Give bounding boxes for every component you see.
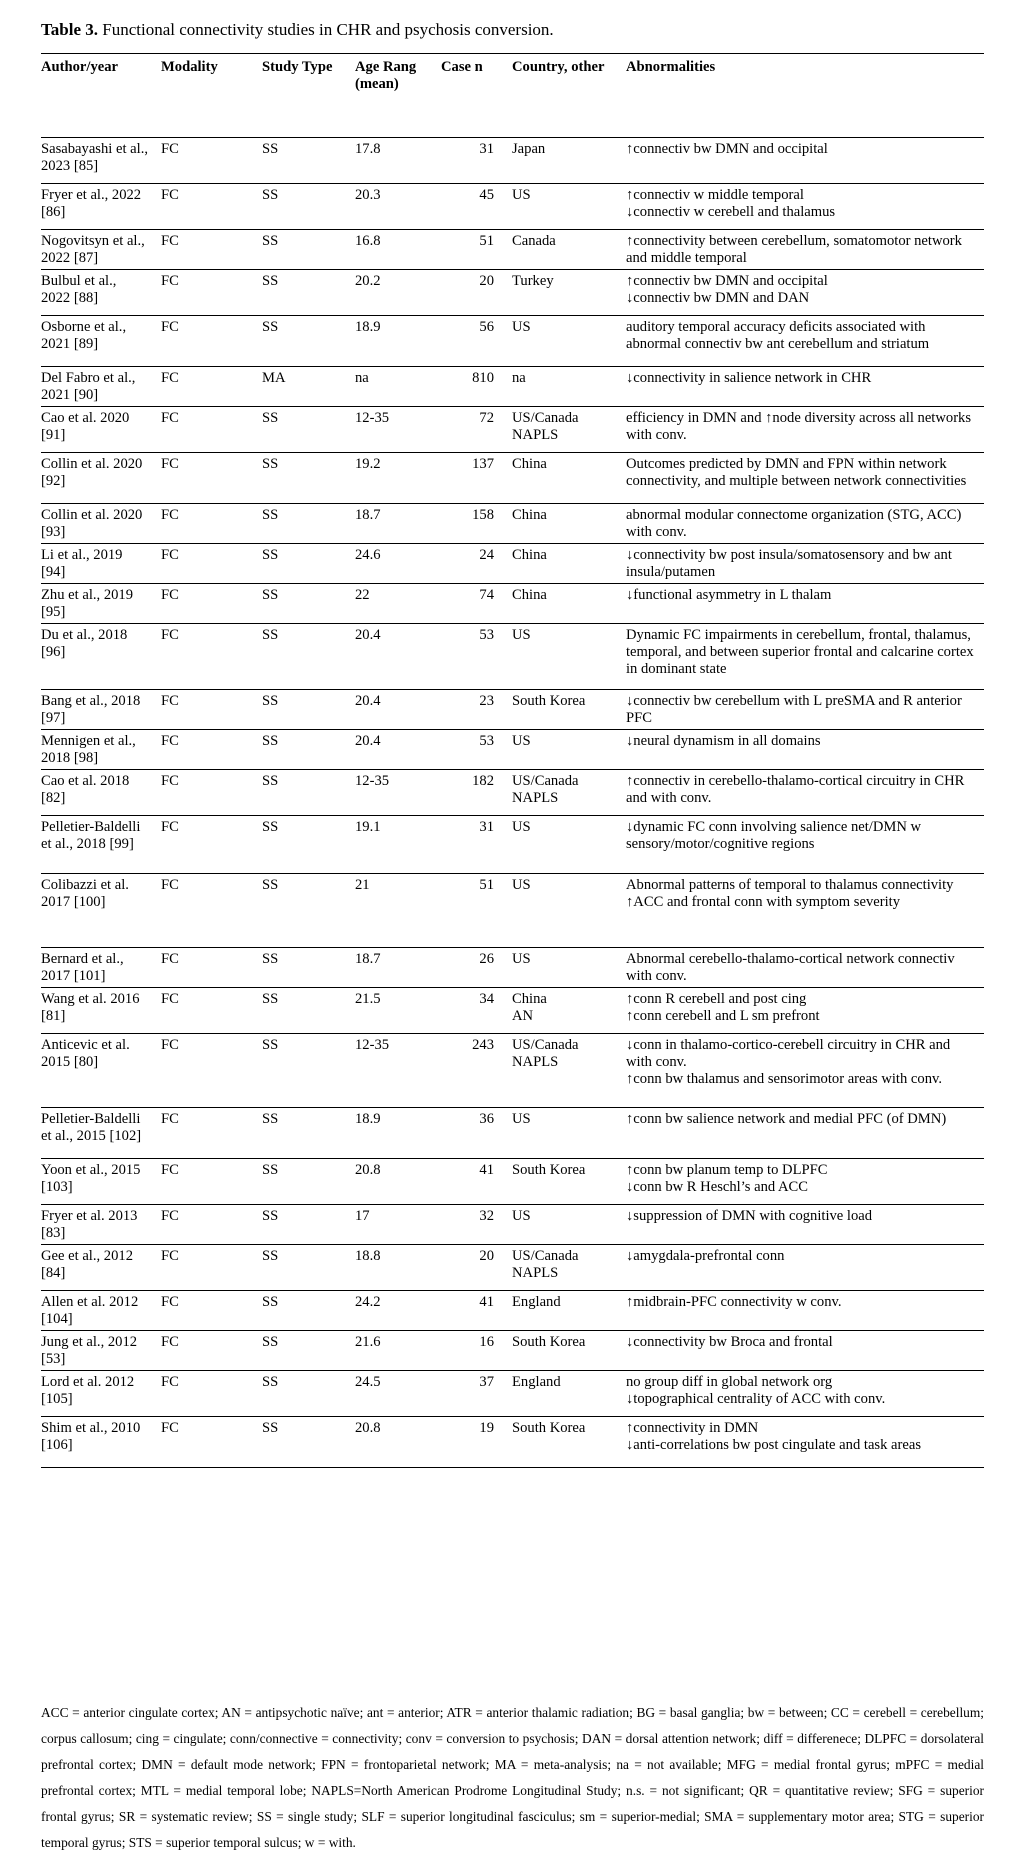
table-row	[41, 230, 984, 270]
cell-author: Pelletier-Baldelli et al., 2015 [102]	[41, 1108, 155, 1159]
table-row	[41, 1331, 984, 1371]
cell-case: 20	[435, 270, 506, 316]
cell-country: US	[506, 874, 620, 948]
cell-modality: FC	[155, 690, 256, 730]
table-row	[41, 1417, 984, 1468]
cell-study-type: SS	[256, 504, 349, 544]
table-row	[41, 690, 984, 730]
cell-author: Collin et al. 2020 [92]	[41, 453, 155, 504]
cell-abnormalities: ↓neural dynamism in all domains	[620, 730, 984, 770]
cell-abnormalities: ↑connectiv w middle temporal ↓connectiv w cerebell and thalamus	[620, 184, 984, 230]
cell-abnormalities: Abnormal cerebello-thalamo-cortical network connectiv with conv.	[620, 948, 984, 988]
cell-study-type: SS	[256, 453, 349, 504]
cell-country: US	[506, 730, 620, 770]
cell-age: 21.5	[349, 988, 435, 1034]
header-abnormalities: Abnormalities	[620, 54, 984, 138]
cell-age: 17	[349, 1205, 435, 1245]
cell-modality: FC	[155, 230, 256, 270]
header-country: Country, other	[506, 54, 620, 138]
cell-abnormalities: ↓amygdala-prefrontal conn	[620, 1245, 984, 1291]
cell-modality: FC	[155, 988, 256, 1034]
table-row	[41, 1034, 984, 1108]
cell-age: 19.2	[349, 453, 435, 504]
cell-author: Jung et al., 2012 [53]	[41, 1331, 155, 1371]
table-row	[41, 138, 984, 184]
cell-age: 24.6	[349, 544, 435, 584]
cell-abnormalities: Dynamic FC impairments in cerebellum, frontal, thalamus, temporal, and between superior frontal and calcarine cortex in dominant state	[620, 624, 984, 690]
cell-author: Del Fabro et al., 2021 [90]	[41, 367, 155, 407]
cell-modality: FC	[155, 730, 256, 770]
abbreviations-footnote: ACC = anterior cingulate cortex; AN = antipsychotic naïve; ant = anterior; ATR = anterior thalamic radiation; BG = basal ganglia; bw = between; CC = cerebell = cerebellum; corpus callosum; cing = cingulate; conn/connective = connectivity; conv = conversion to psychosis; DAN = dorsal attention network; diff = differenece; DLPFC = dorsolateral prefrontal cortex; DMN = default mode network; FPN = frontoparietal network; MA = meta-analysis; na = not available; MFG = medial frontal gyrus; mPFC = medial prefrontal cortex; MTL = medial temporal lobe; NAPLS=North American Prodrome Longitudinal Study; n.s. = not significant; QR = quantitative review; SFG = superior frontal gyrus; SR = systematic review; SS = single study; SLF = superior longitudinal fasciculus; sm = superior-medial; SMA = supplementary motor area; STG = superior temporal gyrus; STS = superior temporal sulcus; w = with.	[41, 1705, 984, 1850]
connectivity-table	[41, 53, 984, 1468]
cell-author: Allen et al. 2012 [104]	[41, 1291, 155, 1331]
cell-country: US	[506, 184, 620, 230]
cell-study-type: SS	[256, 270, 349, 316]
cell-age: 12-35	[349, 1034, 435, 1108]
cell-age: 17.8	[349, 138, 435, 184]
table-row	[41, 504, 984, 544]
table-row	[41, 816, 984, 874]
cell-modality: FC	[155, 407, 256, 453]
cell-case: 243	[435, 1034, 506, 1108]
cell-author: Lord et al. 2012 [105]	[41, 1371, 155, 1417]
table-caption	[41, 20, 554, 40]
table-title: Functional connectivity studies in CHR and psychosis conversion.	[98, 20, 554, 39]
table-label: Table 3.	[41, 20, 99, 39]
cell-author: Bulbul et al., 2022 [88]	[41, 270, 155, 316]
cell-age: 20.8	[349, 1417, 435, 1468]
cell-case: 41	[435, 1159, 506, 1205]
cell-modality: FC	[155, 544, 256, 584]
cell-case: 74	[435, 584, 506, 624]
cell-age: 12-35	[349, 407, 435, 453]
cell-study-type: SS	[256, 690, 349, 730]
cell-case: 19	[435, 1417, 506, 1468]
table-row	[41, 1159, 984, 1205]
table-row	[41, 1245, 984, 1291]
cell-case: 72	[435, 407, 506, 453]
cell-abnormalities: ↓conn in thalamo-cortico-cerebell circuitry in CHR and with conv. ↑conn bw thalamus and sensorimotor areas with conv.	[620, 1034, 984, 1108]
table-row	[41, 948, 984, 988]
cell-country: na	[506, 367, 620, 407]
cell-abnormalities: ↑connectiv in cerebello-thalamo-cortical circuitry in CHR and with conv.	[620, 770, 984, 816]
cell-case: 23	[435, 690, 506, 730]
cell-study-type: SS	[256, 584, 349, 624]
cell-case: 20	[435, 1245, 506, 1291]
cell-abnormalities: ↓connectiv bw cerebellum with L preSMA and R anterior PFC	[620, 690, 984, 730]
cell-modality: FC	[155, 584, 256, 624]
cell-country: Japan	[506, 138, 620, 184]
cell-abnormalities: efficiency in DMN and ↑node diversity across all networks with conv.	[620, 407, 984, 453]
cell-author: Yoon et al., 2015 [103]	[41, 1159, 155, 1205]
table-row	[41, 184, 984, 230]
cell-abnormalities: Abnormal patterns of temporal to thalamus connectivity ↑ACC and frontal conn with symptom severity	[620, 874, 984, 948]
cell-author: Osborne et al., 2021 [89]	[41, 316, 155, 367]
cell-country: US/Canada NAPLS	[506, 1245, 620, 1291]
cell-study-type: SS	[256, 874, 349, 948]
cell-author: Wang et al. 2016 [81]	[41, 988, 155, 1034]
cell-author: Mennigen et al., 2018 [98]	[41, 730, 155, 770]
cell-case: 32	[435, 1205, 506, 1245]
cell-study-type: SS	[256, 138, 349, 184]
cell-abnormalities: ↑connectivity between cerebellum, somatomotor network and middle temporal	[620, 230, 984, 270]
table-row	[41, 1108, 984, 1159]
cell-study-type: SS	[256, 1205, 349, 1245]
cell-case: 53	[435, 730, 506, 770]
cell-modality: FC	[155, 1159, 256, 1205]
cell-country: South Korea	[506, 1331, 620, 1371]
cell-study-type: SS	[256, 1371, 349, 1417]
cell-case: 182	[435, 770, 506, 816]
cell-case: 56	[435, 316, 506, 367]
cell-case: 31	[435, 138, 506, 184]
cell-country: US	[506, 816, 620, 874]
cell-country: South Korea	[506, 690, 620, 730]
cell-case: 36	[435, 1108, 506, 1159]
cell-abnormalities: ↓functional asymmetry in L thalam	[620, 584, 984, 624]
table-row	[41, 988, 984, 1034]
cell-study-type: SS	[256, 948, 349, 988]
cell-country: England	[506, 1371, 620, 1417]
cell-country: US/Canada NAPLS	[506, 1034, 620, 1108]
cell-study-type: SS	[256, 1291, 349, 1331]
cell-study-type: SS	[256, 1108, 349, 1159]
cell-abnormalities: ↑conn R cerebell and post cing ↑conn cerebell and L sm prefront	[620, 988, 984, 1034]
cell-country: South Korea	[506, 1159, 620, 1205]
cell-country: US/Canada NAPLS	[506, 770, 620, 816]
cell-abnormalities: no group diff in global network org ↓topographical centrality of ACC with conv.	[620, 1371, 984, 1417]
cell-abnormalities: ↓connectivity bw Broca and frontal	[620, 1331, 984, 1371]
cell-age: 20.3	[349, 184, 435, 230]
cell-abnormalities: ↓suppression of DMN with cognitive load	[620, 1205, 984, 1245]
cell-case: 16	[435, 1331, 506, 1371]
cell-case: 37	[435, 1371, 506, 1417]
cell-modality: FC	[155, 1371, 256, 1417]
cell-country: Turkey	[506, 270, 620, 316]
cell-author: Fryer et al., 2022 [86]	[41, 184, 155, 230]
cell-modality: FC	[155, 316, 256, 367]
cell-age: 18.8	[349, 1245, 435, 1291]
table-row	[41, 1291, 984, 1331]
cell-modality: FC	[155, 1108, 256, 1159]
header-age: Age Rang (mean)	[349, 54, 435, 138]
cell-author: Shim et al., 2010 [106]	[41, 1417, 155, 1468]
cell-study-type: SS	[256, 988, 349, 1034]
header-row	[41, 54, 984, 138]
cell-age: 18.9	[349, 316, 435, 367]
cell-modality: FC	[155, 138, 256, 184]
cell-abnormalities: ↑conn bw planum temp to DLPFC ↓conn bw R Heschl’s and ACC	[620, 1159, 984, 1205]
cell-study-type: SS	[256, 770, 349, 816]
cell-author: Cao et al. 2020 [91]	[41, 407, 155, 453]
cell-author: Du et al., 2018 [96]	[41, 624, 155, 690]
cell-age: 21.6	[349, 1331, 435, 1371]
cell-modality: FC	[155, 1331, 256, 1371]
cell-modality: FC	[155, 367, 256, 407]
header-modality: Modality	[155, 54, 256, 138]
table-row	[41, 1205, 984, 1245]
cell-country: US	[506, 316, 620, 367]
cell-modality: FC	[155, 184, 256, 230]
cell-country: US	[506, 1108, 620, 1159]
cell-study-type: SS	[256, 1245, 349, 1291]
cell-modality: FC	[155, 1205, 256, 1245]
table-row	[41, 770, 984, 816]
table-body	[41, 138, 984, 1468]
cell-author: Zhu et al., 2019 [95]	[41, 584, 155, 624]
cell-study-type: SS	[256, 1159, 349, 1205]
cell-case: 41	[435, 1291, 506, 1331]
cell-country: US/Canada NAPLS	[506, 407, 620, 453]
table-row	[41, 453, 984, 504]
cell-abnormalities: ↑midbrain-PFC connectivity w conv.	[620, 1291, 984, 1331]
cell-author: Li et al., 2019 [94]	[41, 544, 155, 584]
cell-age: 20.8	[349, 1159, 435, 1205]
cell-age: 18.7	[349, 504, 435, 544]
cell-country: US	[506, 624, 620, 690]
cell-study-type: SS	[256, 816, 349, 874]
cell-age: 12-35	[349, 770, 435, 816]
cell-modality: FC	[155, 1245, 256, 1291]
cell-abnormalities: Outcomes predicted by DMN and FPN within network connectivity, and multiple between network connectivities	[620, 453, 984, 504]
cell-study-type: SS	[256, 624, 349, 690]
header-author: Author/year	[41, 54, 155, 138]
cell-study-type: SS	[256, 316, 349, 367]
cell-abnormalities: ↑connectiv bw DMN and occipital	[620, 138, 984, 184]
cell-abnormalities: ↑connectiv bw DMN and occipital ↓connectiv bw DMN and DAN	[620, 270, 984, 316]
cell-age: 20.4	[349, 690, 435, 730]
cell-country: China	[506, 584, 620, 624]
cell-abnormalities: ↑connectivity in DMN ↓anti-correlations bw post cingulate and task areas	[620, 1417, 984, 1468]
cell-case: 810	[435, 367, 506, 407]
cell-country: US	[506, 1205, 620, 1245]
cell-modality: FC	[155, 504, 256, 544]
cell-country: South Korea	[506, 1417, 620, 1468]
cell-age: 20.4	[349, 624, 435, 690]
cell-country: US	[506, 948, 620, 988]
cell-author: Bang et al., 2018 [97]	[41, 690, 155, 730]
cell-author: Collin et al. 2020 [93]	[41, 504, 155, 544]
cell-modality: FC	[155, 1417, 256, 1468]
cell-modality: FC	[155, 453, 256, 504]
table-row	[41, 584, 984, 624]
cell-modality: FC	[155, 874, 256, 948]
cell-age: na	[349, 367, 435, 407]
cell-age: 20.4	[349, 730, 435, 770]
cell-case: 137	[435, 453, 506, 504]
cell-case: 158	[435, 504, 506, 544]
cell-study-type: MA	[256, 367, 349, 407]
table-row	[41, 624, 984, 690]
cell-case: 51	[435, 874, 506, 948]
cell-study-type: SS	[256, 1034, 349, 1108]
cell-modality: FC	[155, 816, 256, 874]
cell-modality: FC	[155, 1034, 256, 1108]
cell-author: Gee et al., 2012 [84]	[41, 1245, 155, 1291]
cell-study-type: SS	[256, 230, 349, 270]
cell-abnormalities: abnormal modular connectome organization (STG, ACC) with conv.	[620, 504, 984, 544]
cell-case: 31	[435, 816, 506, 874]
cell-country: China	[506, 453, 620, 504]
cell-age: 18.9	[349, 1108, 435, 1159]
cell-abnormalities: ↓connectivity in salience network in CHR	[620, 367, 984, 407]
cell-abnormalities: ↓dynamic FC conn involving salience net/DMN w sensory/motor/cognitive regions	[620, 816, 984, 874]
table-row	[41, 407, 984, 453]
cell-age: 22	[349, 584, 435, 624]
table-row	[41, 367, 984, 407]
cell-age: 20.2	[349, 270, 435, 316]
cell-country: China AN	[506, 988, 620, 1034]
cell-author: Cao et al. 2018 [82]	[41, 770, 155, 816]
cell-country: China	[506, 544, 620, 584]
cell-country: England	[506, 1291, 620, 1331]
cell-case: 45	[435, 184, 506, 230]
cell-age: 24.2	[349, 1291, 435, 1331]
cell-abnormalities: auditory temporal accuracy deficits associated with abnormal connectiv bw ant cerebellum and striatum	[620, 316, 984, 367]
cell-study-type: SS	[256, 184, 349, 230]
cell-case: 26	[435, 948, 506, 988]
cell-country: Canada	[506, 230, 620, 270]
table-row	[41, 1371, 984, 1417]
table-row	[41, 874, 984, 948]
cell-modality: FC	[155, 770, 256, 816]
cell-author: Anticevic et al. 2015 [80]	[41, 1034, 155, 1108]
cell-age: 21	[349, 874, 435, 948]
cell-study-type: SS	[256, 1331, 349, 1371]
cell-author: Colibazzi et al. 2017 [100]	[41, 874, 155, 948]
cell-age: 18.7	[349, 948, 435, 988]
table-row	[41, 544, 984, 584]
cell-age: 16.8	[349, 230, 435, 270]
cell-modality: FC	[155, 270, 256, 316]
cell-study-type: SS	[256, 544, 349, 584]
cell-author: Nogovitsyn et al., 2022 [87]	[41, 230, 155, 270]
header-study-type: Study Type	[256, 54, 349, 138]
cell-modality: FC	[155, 1291, 256, 1331]
cell-modality: FC	[155, 948, 256, 988]
cell-study-type: SS	[256, 730, 349, 770]
cell-study-type: SS	[256, 1417, 349, 1468]
cell-case: 53	[435, 624, 506, 690]
cell-case: 34	[435, 988, 506, 1034]
cell-case: 51	[435, 230, 506, 270]
table-row	[41, 270, 984, 316]
cell-author: Bernard et al., 2017 [101]	[41, 948, 155, 988]
cell-abnormalities: ↓connectivity bw post insula/somatosensory and bw ant insula/putamen	[620, 544, 984, 584]
cell-age: 19.1	[349, 816, 435, 874]
cell-study-type: SS	[256, 407, 349, 453]
cell-country: China	[506, 504, 620, 544]
table-row	[41, 730, 984, 770]
cell-author: Sasabayashi et al., 2023 [85]	[41, 138, 155, 184]
cell-abnormalities: ↑conn bw salience network and medial PFC (of DMN)	[620, 1108, 984, 1159]
cell-case: 24	[435, 544, 506, 584]
cell-author: Fryer et al. 2013 [83]	[41, 1205, 155, 1245]
cell-age: 24.5	[349, 1371, 435, 1417]
cell-modality: FC	[155, 624, 256, 690]
table-row	[41, 316, 984, 367]
header-case: Case n	[435, 54, 506, 138]
cell-author: Pelletier-Baldelli et al., 2018 [99]	[41, 816, 155, 874]
